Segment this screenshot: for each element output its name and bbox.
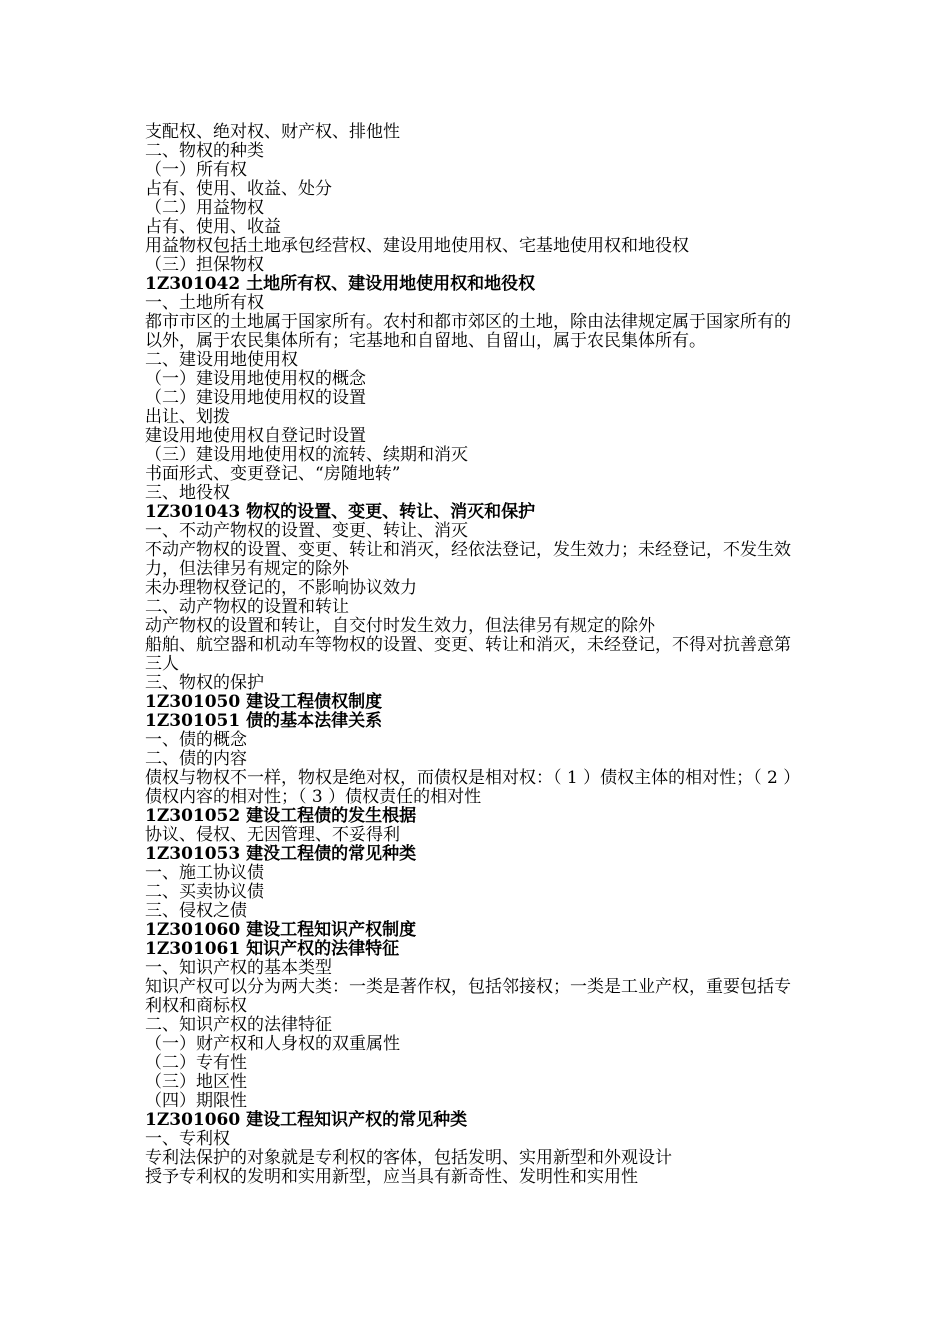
section-heading: 1Z301043 物权的设置、变更、转让、消灭和保护 — [145, 502, 536, 522]
section-heading: 1Z301051 债的基本法律关系 — [145, 711, 383, 731]
text-line: 二、动产物权的设置和转让 — [145, 597, 349, 617]
text-line: 二、建设用地使用权 — [145, 350, 298, 370]
text-line: 三、侵权之债 — [145, 901, 247, 921]
text-line: 不动产物权的设置、变更、转让和消灭，经依法登记，发生效力；未经登记，不发生效力，但法律另有规定的除外 — [145, 540, 791, 579]
text-line: 占有、使用、收益、处分 — [145, 179, 332, 199]
section-heading: 1Z301060 建设工程知识产权制度 — [145, 920, 417, 940]
text-line: 一、知识产权的基本类型 — [145, 958, 332, 978]
section-heading: 1Z301042 土地所有权、建设用地使用权和地役权 — [145, 274, 536, 294]
section-heading: 1Z301053 建没工程债的常见种类 — [145, 844, 417, 864]
text-line: 一、债的概念 — [145, 730, 247, 750]
text-line: 一、土地所有权 — [145, 293, 264, 313]
text-line: 二、物权的种类 — [145, 141, 264, 161]
text-line: （一）建设用地使用权的概念 — [145, 369, 366, 389]
text-line: 一、不动产物权的设置、变更、转让、消灭 — [145, 521, 468, 541]
document-body — [145, 123, 805, 1187]
text-line: 二、知识产权的法律特征 — [145, 1015, 332, 1035]
text-line: （二）专有性 — [145, 1053, 247, 1073]
section-heading: 1Z301050 建设工程债权制度 — [145, 692, 383, 712]
text-line: （三）地区性 — [145, 1072, 247, 1092]
section-heading: 1Z301060 建设工程知识产权的常见种类 — [145, 1110, 468, 1130]
section-heading: 1Z301061 知识产权的法律特征 — [145, 939, 400, 959]
text-line: 建设用地使用权自登记时设置 — [145, 426, 366, 446]
text-line: 三、物权的保护 — [145, 673, 264, 693]
text-line: （一）财产权和人身权的双重属性 — [145, 1034, 400, 1054]
text-line: 船舶、航空器和机动车等物权的设置、变更、转让和消灭，未经登记，不得对抗善意第三人 — [145, 635, 791, 674]
text-line: （一）所有权 — [145, 160, 247, 180]
text-line: （二）用益物权 — [145, 198, 264, 218]
text-line: （二）建设用地使用权的设置 — [145, 388, 366, 408]
text-line: 书面形式、变更登记、“房随地转” — [145, 464, 401, 484]
text-line: 二、债的内容 — [145, 749, 247, 769]
text-line: 用益物权包括土地承包经营权、建设用地使用权、宅基地使用权和地役权 — [145, 236, 689, 256]
text-line: 授予专利权的发明和实用新型，应当具有新奇性、发明性和实用性 — [145, 1167, 638, 1187]
text-line: 动产物权的设置和转让，自交付时发生效力，但法律另有规定的除外 — [145, 616, 655, 636]
text-line: 出让、划拨 — [145, 407, 230, 427]
text-line: 一、施工协议债 — [145, 863, 264, 883]
text-line: （三）担保物权 — [145, 255, 264, 275]
text-line: 占有、使用、收益 — [145, 217, 281, 237]
text-line: 债权与物权不一样，物权是绝对权，而债权是相对权：（ 1 ）债权主体的相对性；（ 2 ）债权内容的相对性；（ 3 ）债权责任的相对性 — [145, 768, 801, 807]
section-heading: 1Z301052 建设工程债的发生根据 — [145, 806, 417, 826]
text-line: 一、专利权 — [145, 1129, 230, 1149]
text-line: 二、买卖协议债 — [145, 882, 264, 902]
text-line: 知识产权可以分为两大类：一类是著作权，包括邻接权；一类是工业产权，重要包括专利权和商标权 — [145, 977, 791, 1016]
text-line: 三、地役权 — [145, 483, 230, 503]
text-line: 专利法保护的对象就是专利权的客体，包括发明、实用新型和外观设计 — [145, 1148, 672, 1168]
text-line: 协议、侵权、无因管理、不妥得利 — [145, 825, 400, 845]
text-line: 未办理物权登记的，不影响协议效力 — [145, 578, 417, 598]
text-line: 支配权、绝对权、财产权、排他性 — [145, 122, 400, 142]
text-line: （三）建设用地使用权的流转、续期和消灭 — [145, 445, 468, 465]
text-line: 都市市区的土地属于国家所有。农村和都市郊区的土地，除由法律规定属于国家所有的以外，属于农民集体所有；宅基地和自留地、自留山，属于农民集体所有。 — [145, 312, 791, 351]
text-line: （四）期限性 — [145, 1091, 247, 1111]
